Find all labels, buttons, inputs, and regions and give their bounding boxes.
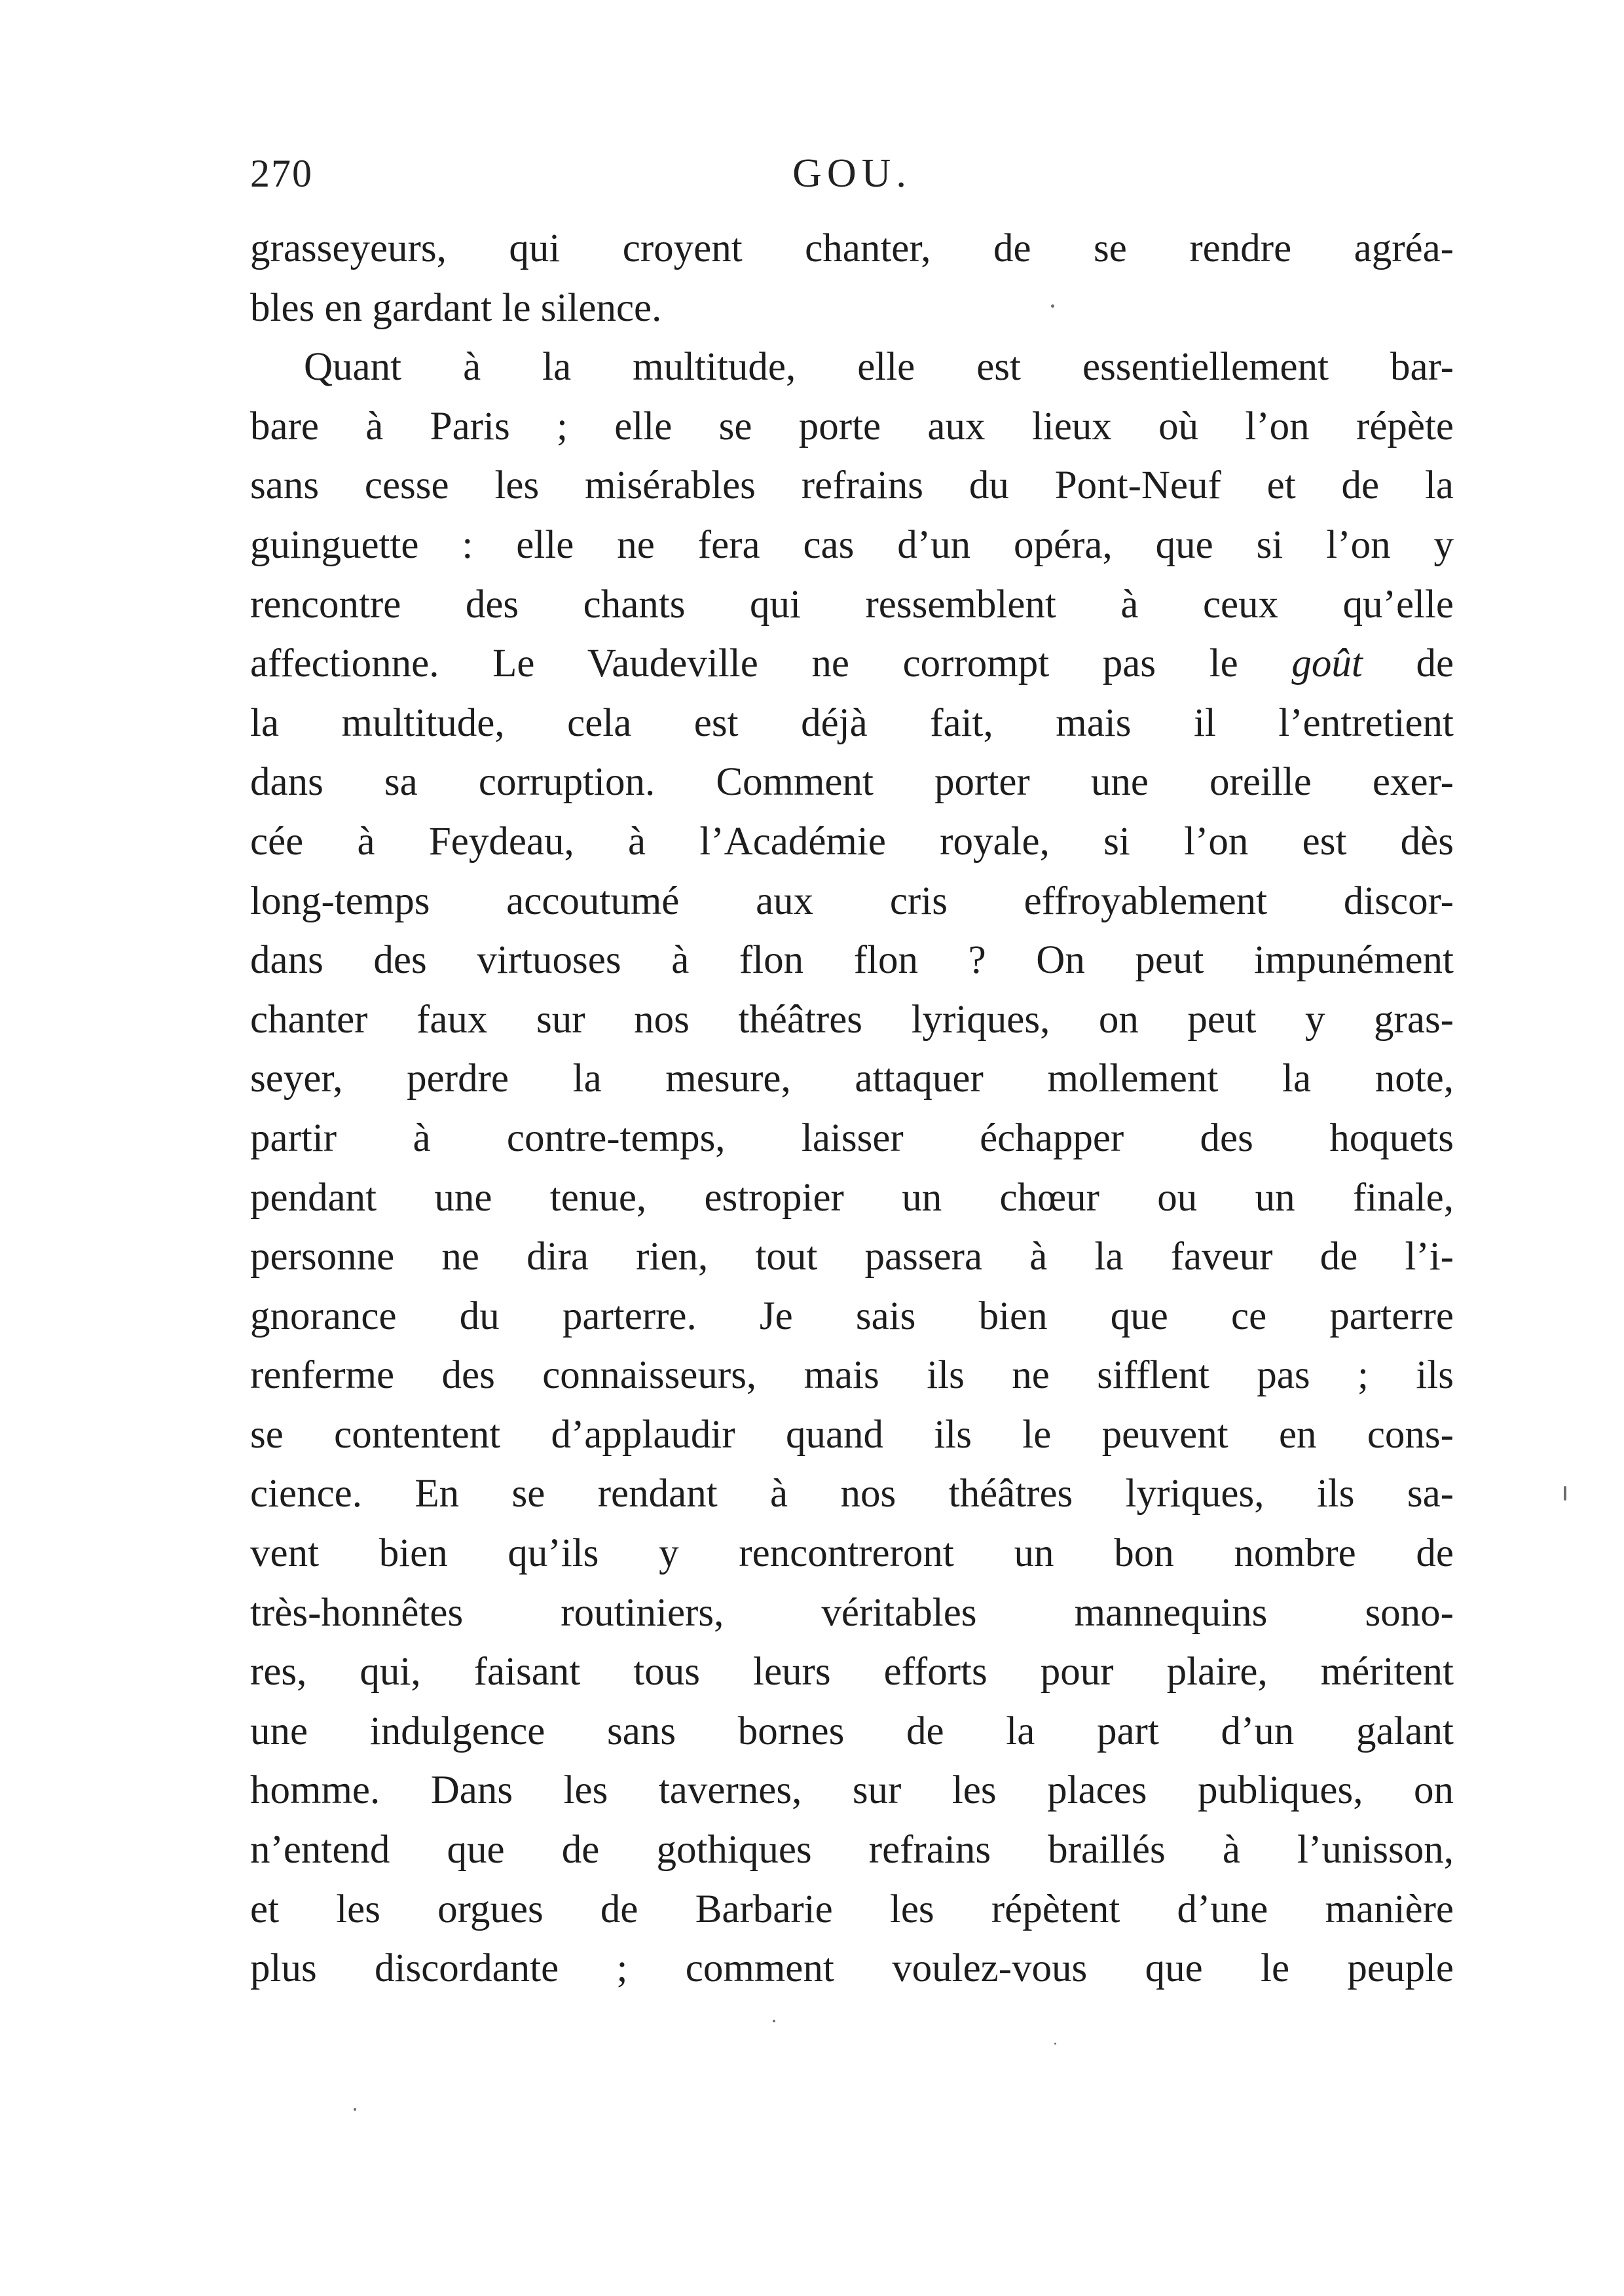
running-head: GOU. (792, 151, 912, 196)
text-line: grasseyeurs, qui croyent chanter, de se rendre agréa- (250, 227, 1454, 270)
page-header (250, 151, 1454, 210)
text-line: bare à Paris ; elle se porte aux lieux où l’on répète (250, 404, 1454, 448)
text-line: gnorance du parterre. Je sais bien que ce parterre (250, 1294, 1454, 1338)
text-line: personne ne dira rien, tout passera à la faveur de l’i- (250, 1235, 1454, 1279)
text-line: cience. En se rendant à nos théâtres lyriques, ils sa- (250, 1472, 1454, 1516)
text-segment: affectionne. Le Vaudeville ne corrompt pas le (250, 642, 1238, 686)
text-line: et les orgues de Barbarie les répètent d’une manière (250, 1887, 1454, 1931)
text-line: res, qui, faisant tous leurs efforts pour plaire, méritent (250, 1650, 1454, 1694)
text-line: bles en gardant le silence. (250, 285, 662, 330)
paper-speck (354, 2108, 356, 2111)
page-number: 270 (250, 152, 313, 195)
text-line: guinguette : elle ne fera cas d’un opéra, que si l’on y (250, 522, 1454, 567)
text-line: sans cesse les misérables refrains du Pont-Neuf et de la (250, 464, 1454, 508)
text-line: dans sa corruption. Comment porter une oreille exer- (250, 760, 1454, 805)
paper-speck (1054, 2043, 1056, 2045)
text-line: cée à Feydeau, à l’Académie royale, si l’on est dès (250, 819, 1454, 864)
paper-speck (1564, 1486, 1566, 1501)
paper-speck (1051, 304, 1054, 308)
text-line: renferme des connaisseurs, mais ils ne sifflent pas ; ils (250, 1353, 1454, 1398)
text-line-paragraph-start: Quant à la multitude, elle est essentiellement bar- (304, 345, 1454, 390)
text-line: homme. Dans les tavernes, sur les places publiques, on (250, 1768, 1454, 1813)
text-line: n’entend que de gothiques refrains braillés à l’unisson, (250, 1828, 1454, 1872)
text-line-with-italic (250, 634, 1454, 694)
text-line: très-honnêtes routiniers, véritables mannequins sono- (250, 1590, 1454, 1635)
paper-speck (773, 2020, 775, 2022)
text-line: vent bien qu’ils y rencontreront un bon nombre de (250, 1531, 1454, 1576)
italic-word: goût (1291, 642, 1363, 686)
text-line: rencontre des chants qui ressemblent à ceux qu’elle (250, 582, 1454, 627)
text-line: se contentent d’applaudir quand ils le peuvent en cons- (250, 1412, 1454, 1457)
text-line: dans des virtuoses à flon flon ? On peut impunément (250, 938, 1454, 983)
body-text (250, 219, 1454, 2026)
text-line: pendant une tenue, estropier un chœur ou un finale, (250, 1175, 1454, 1220)
text-line: seyer, perdre la mesure, attaquer mollement la note, (250, 1057, 1454, 1101)
text-line: partir à contre-temps, laisser échapper des hoquets (250, 1116, 1454, 1160)
text-line: plus discordante ; comment voulez-vous que le peuple (250, 1946, 1454, 1991)
text-segment: de (1416, 642, 1454, 686)
text-line: long-temps accoutumé aux cris effroyablement discor- (250, 879, 1454, 923)
text-line: la multitude, cela est déjà fait, mais il l’entretient (250, 701, 1454, 745)
text-line: une indulgence sans bornes de la part d’un galant (250, 1709, 1454, 1753)
text-line: chanter faux sur nos théâtres lyriques, on peut y gras- (250, 997, 1454, 1042)
